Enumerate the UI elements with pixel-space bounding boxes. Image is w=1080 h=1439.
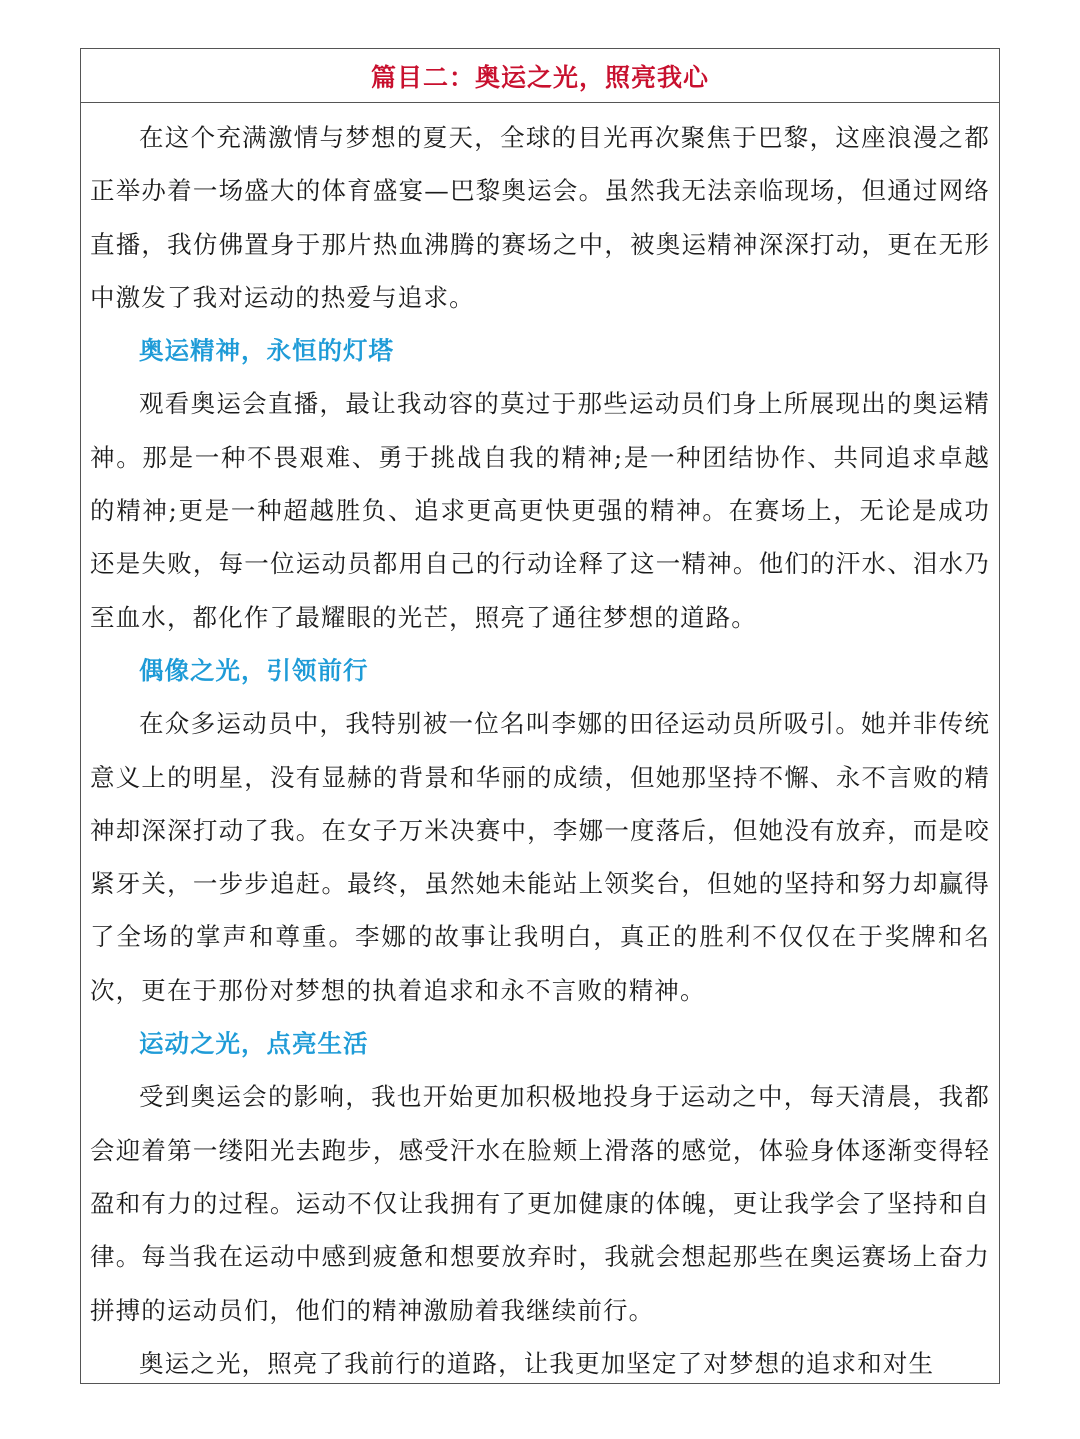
closing-paragraph: 奥运之光，照亮了我前行的道路，让我更加坚定了对梦想的追求和对生 xyxy=(139,1348,935,1378)
section-heading-idol: 偶像之光，引领前行 xyxy=(139,655,369,685)
intro-paragraph: 在这个充满激情与梦想的夏天，全球的目光再次聚焦于巴黎，这座浪漫之都正举办着一场盛大的体育盛宴—巴黎奥运会。虽然我无法亲临现场，但通过网络直播，我仿佛置身于那片热血沸腾的赛场之中，被奥运精神深深打动，更在无形中激发了我对运动的热爱与追求。 xyxy=(90,123,990,312)
section-paragraph-idol: 在众多运动员中，我特别被一位名叫李娜的田径运动员所吸引。她并非传统意义上的明星，没有显赫的背景和华丽的成绩，但她那坚持不懈、永不言败的精神却深深打动了我。在女子万米决赛中，李娜一度落后，但她没有放弃，而是咬紧牙关，一步步追赶。最终，虽然她未能站上领奖台，但她的坚持和努力却赢得了全场的掌声和尊重。李娜的故事让我明白，真正的胜利不仅仅在于奖牌和名次，更在于那份对梦想的执着追求和永不言败的精神。 xyxy=(90,709,990,1005)
document-frame xyxy=(80,48,1000,1384)
section-paragraph-sports-life: 受到奥运会的影响，我也开始更加积极地投身于运动之中，每天清晨，我都会迎着第一缕阳光去跑步，感受汗水在脸颊上滑落的感觉，体验身体逐渐变得轻盈和有力的过程。运动不仅让我拥有了更加健康的体魄，更让我学会了坚持和自律。每当我在运动中感到疲惫和想要放弃时，我就会想起那些在奥运赛场上奋力拼搏的运动员们，他们的精神激励着我继续前行。 xyxy=(90,1082,990,1325)
section-heading-sports-life: 运动之光，点亮生活 xyxy=(139,1029,369,1059)
title-row xyxy=(81,49,999,103)
section-heading-olympic-spirit: 奥运精神，永恒的灯塔 xyxy=(139,336,394,366)
section-paragraph-olympic-spirit: 观看奥运会直播，最让我动容的莫过于那些运动员们身上所展现出的奥运精神。那是一种不畏艰难、勇于挑战自我的精神;是一种团结协作、共同追求卓越的精神;更是一种超越胜负、追求更高更快更强的精神。在赛场上，无论是成功还是失败，每一位运动员都用自己的行动诠释了这一精神。他们的汗水、泪水乃至血水，都化作了最耀眼的光芒，照亮了通往梦想的道路。 xyxy=(90,389,990,632)
document-body xyxy=(81,103,999,1384)
document-title: 篇目二：奥运之光，照亮我心 xyxy=(370,62,709,92)
